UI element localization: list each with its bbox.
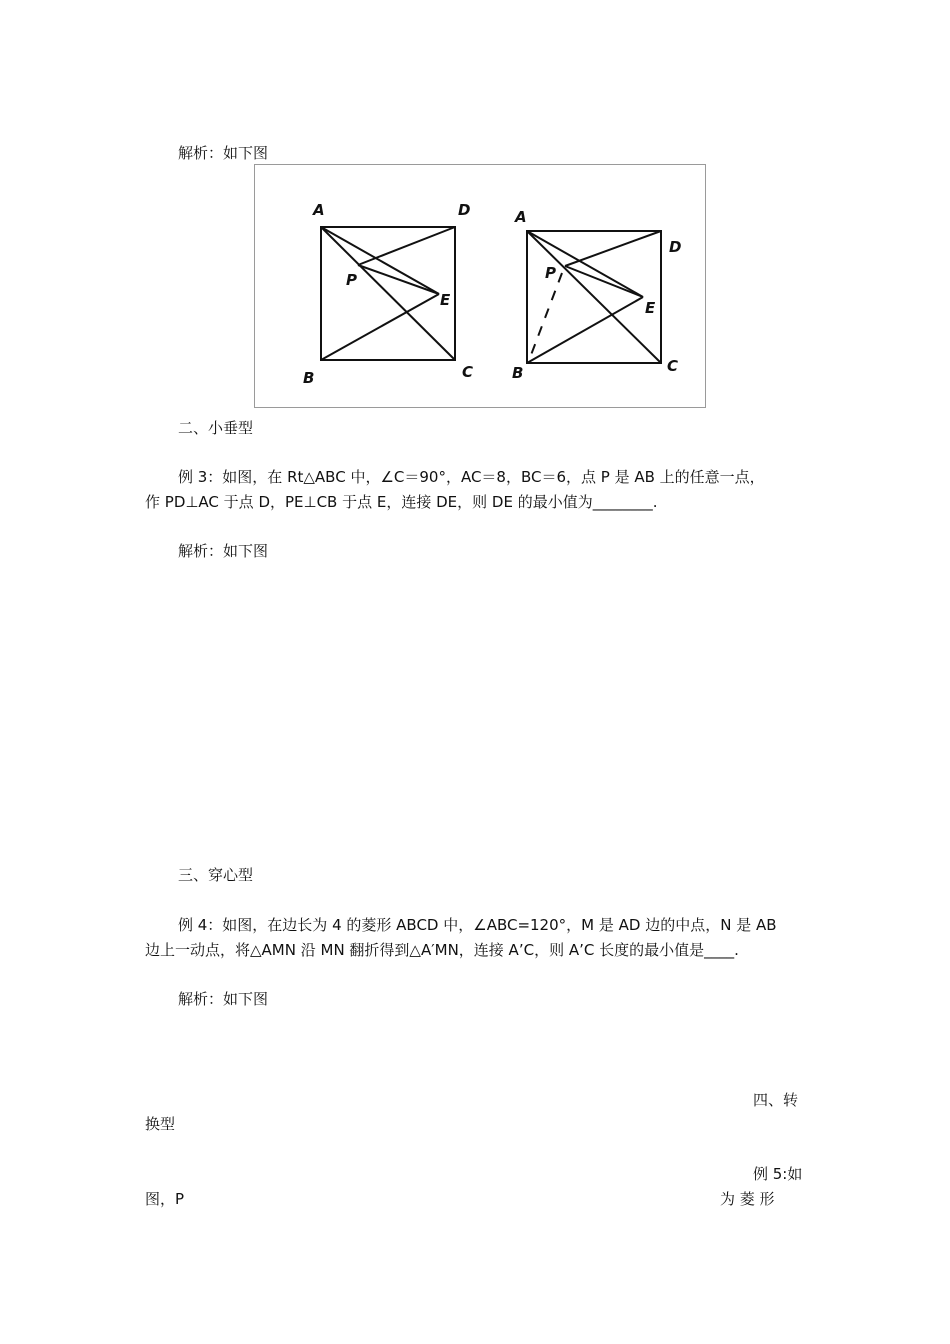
left-line-pe: [358, 265, 439, 294]
right-dashed-pb: [531, 273, 562, 355]
section-heading-3: 三、穿心型: [178, 866, 254, 884]
section-heading-2: 二、小垂型: [178, 419, 254, 437]
left-label-p: P: [346, 271, 357, 289]
example-4-line-1: 例 4：如图，在边长为 4 的菱形 ABCD 中，∠ABC=120°，M 是 AD 边的中点，N 是 AB: [178, 916, 777, 934]
analysis-label-2: 解析：如下图: [178, 542, 269, 560]
right-label-c: C: [667, 357, 679, 375]
right-label-e: E: [645, 299, 656, 317]
left-label-a: A: [313, 201, 325, 219]
right-label-b: B: [512, 364, 524, 382]
left-label-d: D: [458, 201, 471, 219]
left-line-dp: [358, 227, 455, 265]
right-line-pe: [565, 266, 643, 297]
right-square-figure: [527, 231, 661, 363]
left-label-e: E: [440, 291, 451, 309]
right-label-d: D: [669, 238, 682, 256]
section-heading-4-part-1: 四、转: [753, 1091, 799, 1109]
left-square-figure: [321, 227, 455, 360]
analysis-label-1: 解析：如下图: [178, 144, 269, 162]
example-3-line-1: 例 3：如图，在 Rt△ABC 中，∠C＝90°，AC＝8，BC＝6，点 P 是 AB 上的任意一点，: [178, 468, 765, 486]
example-4-line-2: 边上一动点，将△AMN 沿 MN 翻折得到△A′MN，连接 A’C，则 A’C 长度的最小值是____.: [145, 941, 739, 959]
analysis-label-3: 解析：如下图: [178, 990, 269, 1008]
example-3-line-2: 作 PD⊥AC 于点 D，PE⊥CB 于点 E，连接 DE，则 DE 的最小值为________.: [145, 493, 658, 511]
example-5-part-2: 图，P: [145, 1190, 185, 1208]
right-line-be: [527, 297, 643, 363]
example-5-part-3: 为 菱 形: [720, 1190, 775, 1208]
section-heading-4-part-2: 换型: [145, 1115, 176, 1133]
left-line-ae: [321, 227, 439, 294]
left-label-c: C: [462, 363, 474, 381]
right-label-p: P: [545, 264, 556, 282]
left-label-b: B: [303, 369, 315, 387]
geometry-diagram: [255, 165, 707, 409]
example-5-part-1: 例 5:如: [753, 1165, 803, 1183]
right-label-a: A: [515, 208, 527, 226]
geometry-figure: [254, 164, 706, 408]
